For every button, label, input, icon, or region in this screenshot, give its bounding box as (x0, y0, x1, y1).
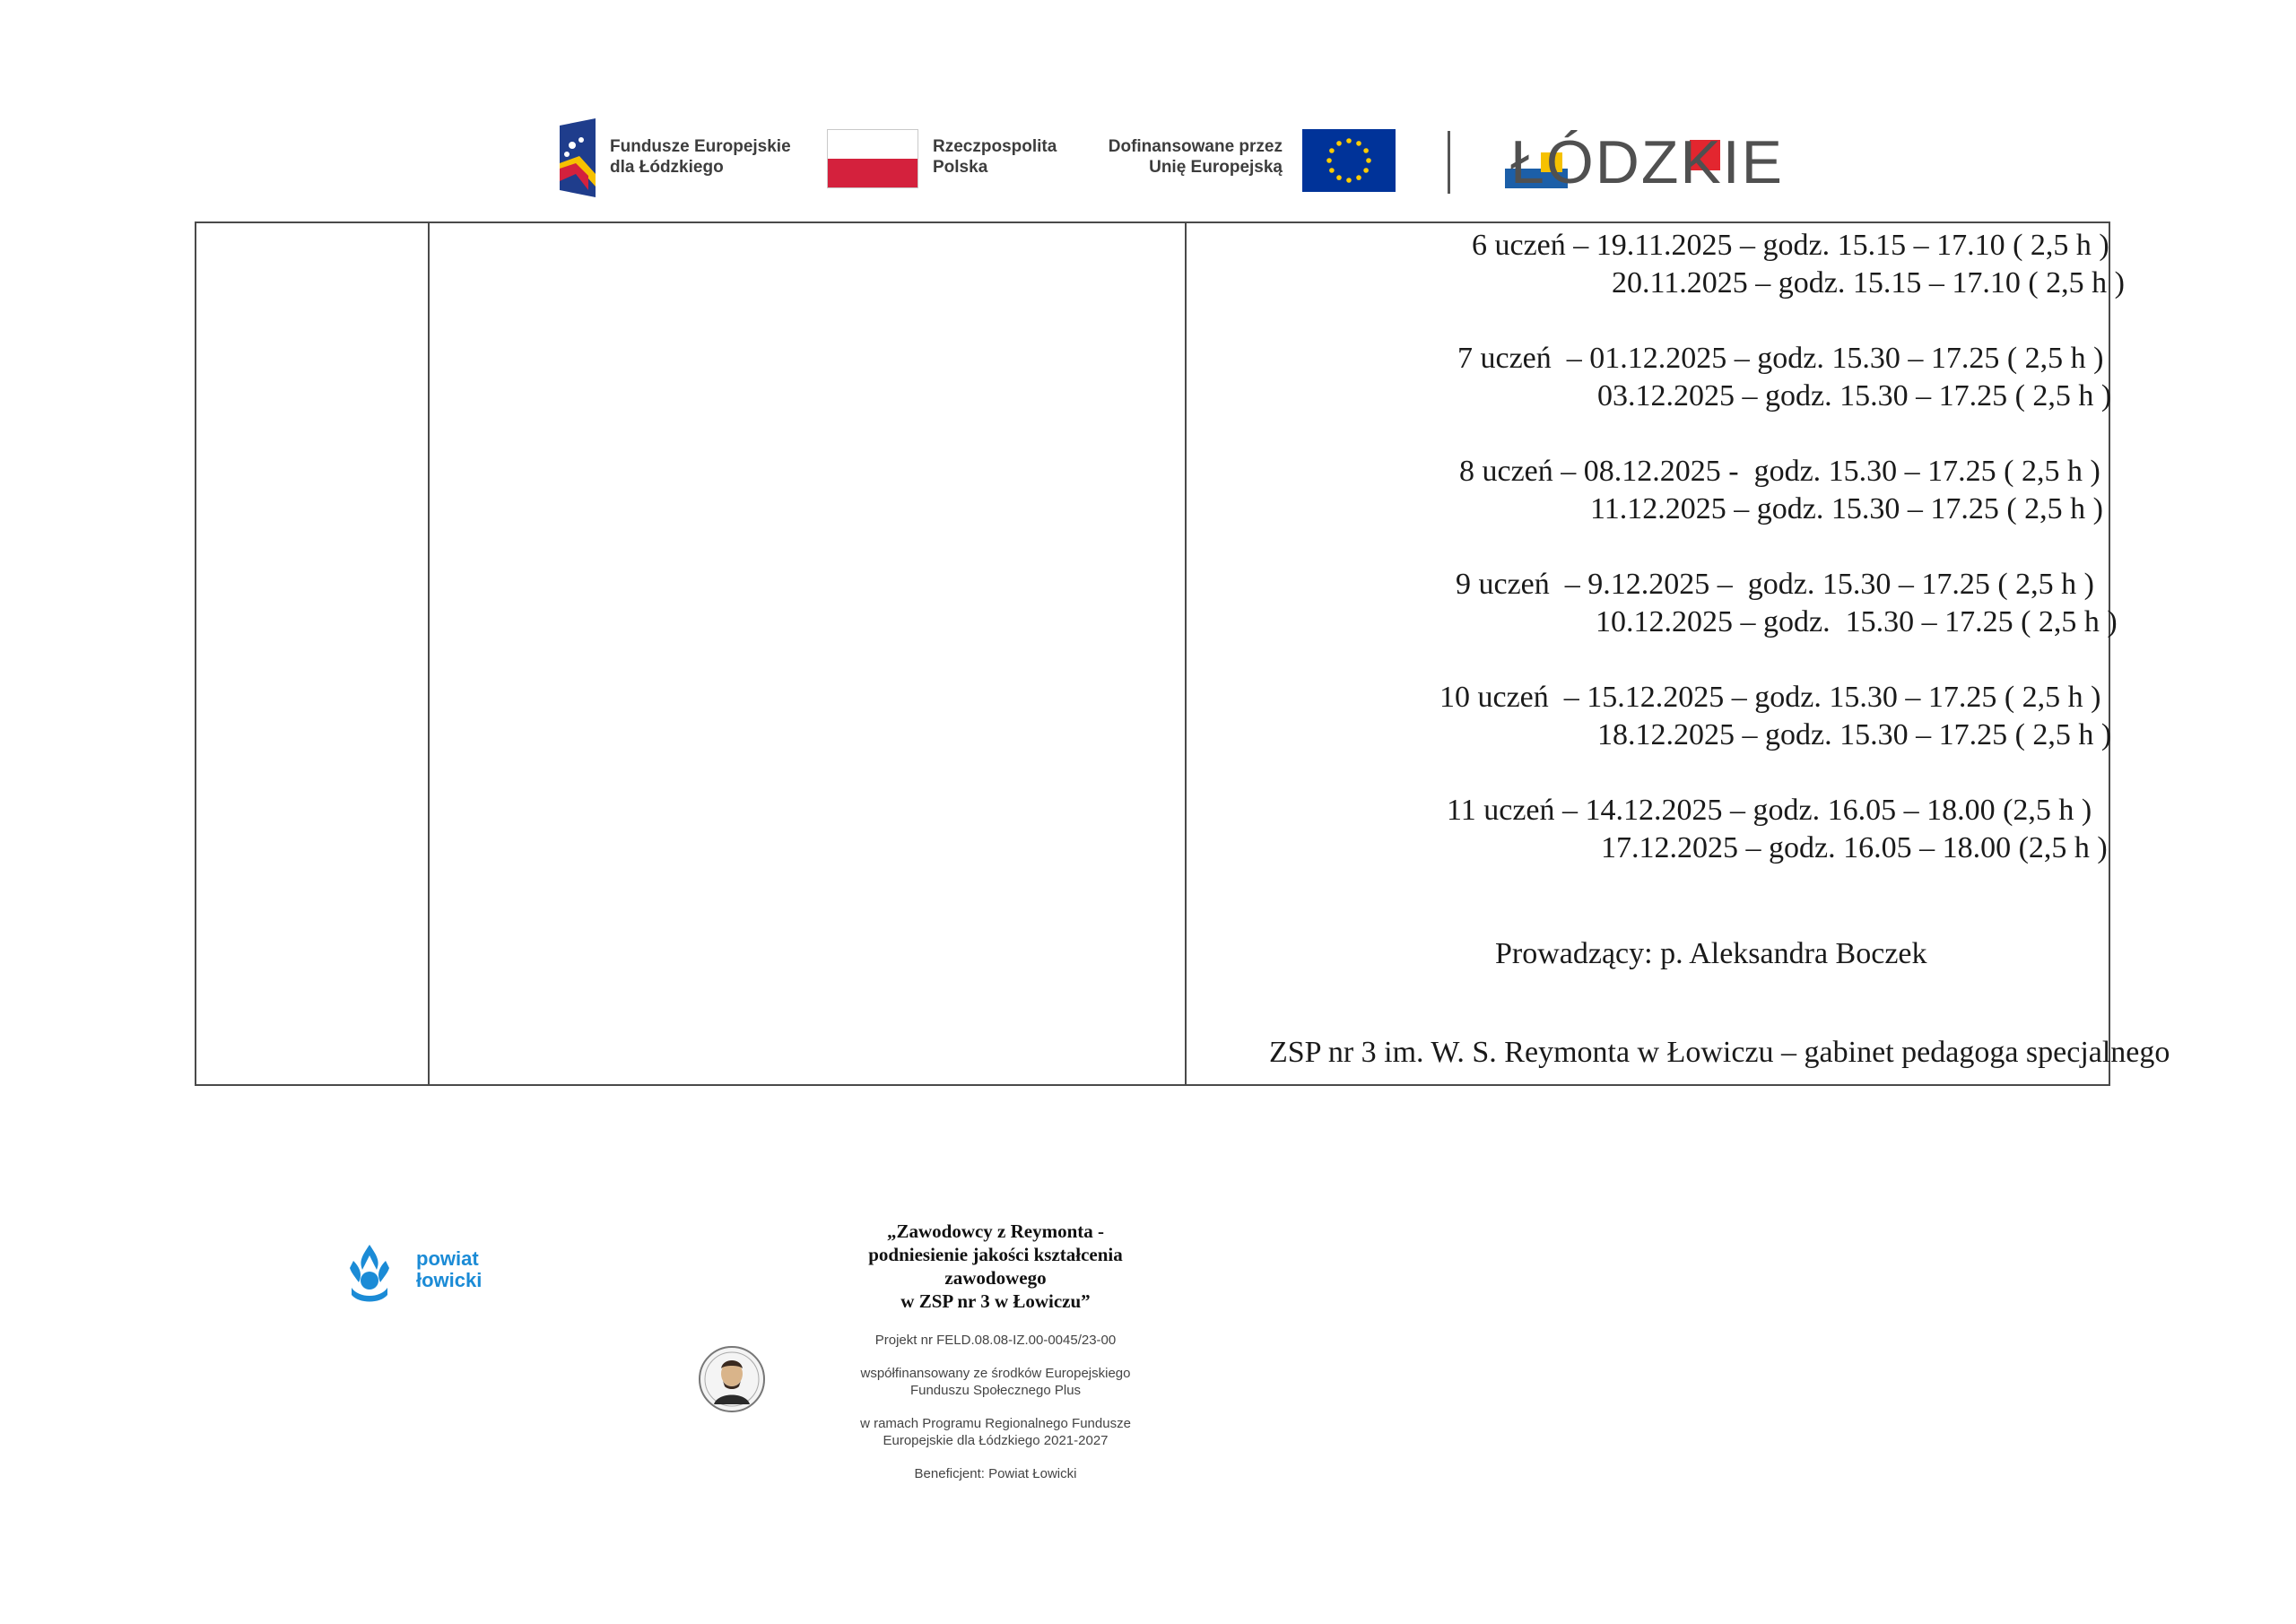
eu-star-icon (1346, 138, 1352, 143)
polish-flag-icon (827, 129, 918, 188)
eu-logo (1094, 100, 1408, 208)
project-title: „Zawodowcy z Reymonta - podniesienie jakości kształcenia zawodowego w ZSP nr 3 w Łowiczu” (868, 1220, 1123, 1312)
eu-star-icon (1336, 141, 1342, 146)
eu-flag-icon (1302, 129, 1396, 192)
eu-star-icon (1366, 158, 1371, 163)
session-line: 17.12.2025 – godz. 16.05 – 18.00 (2,5 h ) (1601, 831, 2108, 864)
column-divider (428, 223, 430, 1084)
session-line: 11 uczeń – 14.12.2025 – godz. 16.05 – 18.00 (2,5 h ) (1447, 794, 2092, 827)
logo-separator (1448, 131, 1450, 194)
eu-star-icon (1329, 148, 1335, 153)
eu-star-icon (1329, 168, 1335, 173)
eu-star-icon (1363, 148, 1369, 153)
schedule-table (195, 221, 2170, 1086)
session-line: 7 uczeń – 01.12.2025 – godz. 15.30 – 17.25 ( 2,5 h ) (1457, 342, 2104, 375)
fundusze-europejskie-icon (552, 118, 603, 197)
location-line: ZSP nr 3 im. W. S. Reymonta w Łowiczu – gabinet pedagoga specjalnego (1269, 1036, 2170, 1069)
session-line: 8 uczeń – 08.12.2025 - godz. 15.30 – 17.25 ( 2,5 h ) (1459, 455, 2100, 488)
rzeczpospolita-text: Rzeczpospolita Polska (933, 137, 1057, 177)
instructor-line: Prowadzący: p. Aleksandra Boczek (1495, 937, 1927, 970)
fundusze-europejskie-text: Fundusze Europejskie dla Łódzkiego (610, 137, 791, 177)
project-number: Projekt nr FELD.08.08-IZ.00-0045/23-00 (874, 1333, 1117, 1348)
session-line: 6 uczeń – 19.11.2025 – godz. 15.15 – 17.10 ( 2,5 h ) (1472, 229, 2109, 262)
programme-note: w ramach Programu Regionalnego Fundusze Europejskie dla Łódzkiego 2021-2027 (860, 1416, 1131, 1448)
powiat-flame-icon (341, 1241, 398, 1306)
session-line: 18.12.2025 – godz. 15.30 – 17.25 ( 2,5 h ) (1597, 718, 2112, 751)
lodzkie-text: ŁÓDZKIE (1510, 128, 1784, 196)
cofinancing-note: współfinansowany ze środków Europejskiego Funduszu Społecznego Plus (860, 1366, 1131, 1398)
powiat-lowicki-logo (341, 1241, 502, 1307)
beneficiary-note: Beneficjent: Powiat Łowicki (914, 1466, 1077, 1481)
session-line: 10.12.2025 – godz. 15.30 – 17.25 ( 2,5 h ) (1596, 605, 2118, 638)
eu-star-icon (1356, 175, 1361, 180)
session-line: 9 uczeń – 9.12.2025 – godz. 15.30 – 17.25 ( 2,5 h ) (1456, 568, 2095, 601)
eu-star-icon (1356, 141, 1361, 146)
rzeczpospolita-logo (827, 100, 1096, 208)
eu-star-icon (1326, 158, 1332, 163)
header-logo-strip (538, 100, 1784, 208)
fundusze-europejskie-logo (538, 100, 807, 208)
eu-star-icon (1336, 175, 1342, 180)
powiat-lowicki-text: powiat łowicki (416, 1247, 483, 1291)
session-line: 03.12.2025 – godz. 15.30 – 17.25 ( 2,5 h ) (1597, 379, 2112, 413)
eu-star-icon (1363, 168, 1369, 173)
reymont-portrait-icon (698, 1345, 766, 1413)
schedule-cell (1187, 223, 2170, 1084)
session-line: 10 uczeń – 15.12.2025 – godz. 15.30 – 17.25 ( 2,5 h ) (1439, 681, 2101, 714)
session-line: 20.11.2025 – godz. 15.15 – 17.10 ( 2,5 h ) (1612, 266, 2125, 300)
eu-star-icon (1346, 178, 1352, 183)
eu-text: Dofinansowane przez Unię Europejską (1108, 137, 1283, 177)
session-line: 11.12.2025 – godz. 15.30 – 17.25 ( 2,5 h ) (1590, 492, 2103, 525)
lodzkie-logo (1471, 100, 1784, 208)
